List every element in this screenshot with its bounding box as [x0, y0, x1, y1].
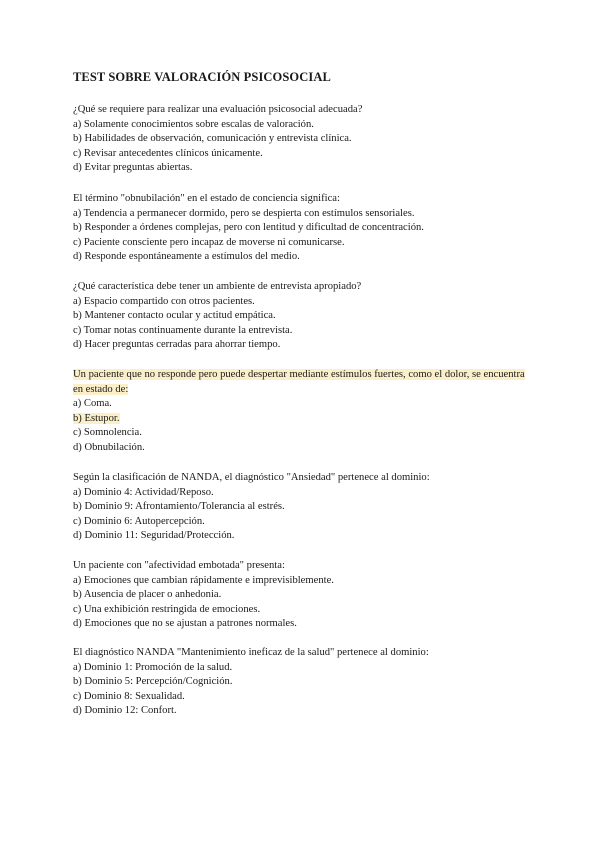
option-d: d) Evitar preguntas abiertas.: [73, 162, 193, 173]
question-5: [73, 471, 533, 544]
option-d: d) Responde espontáneamente a estímulos del medio.: [73, 251, 300, 262]
question-1: [73, 103, 533, 176]
option-d: d) Emociones que no se ajustan a patrones normales.: [73, 618, 297, 629]
option-c: c) Dominio 6: Autopercepción.: [73, 515, 205, 527]
option-b: b) Dominio 9: Afrontamiento/Tolerancia al estrés.: [73, 501, 285, 512]
question-text: ¿Qué se requiere para realizar una evaluación psicosocial adecuada?: [73, 104, 363, 115]
option-a: a) Dominio 4: Actividad/Reposo.: [73, 486, 214, 498]
question-text: El diagnóstico NANDA "Mantenimiento ineficaz de la salud" pertenece al dominio:: [73, 647, 429, 658]
option-a: a) Emociones que cambian rápidamente e imprevisiblemente.: [73, 574, 334, 586]
option-a: a) Coma.: [73, 398, 112, 409]
option-c: c) Somnolencia.: [73, 427, 142, 438]
option-a: a) Espacio compartido con otros pacientes.: [73, 295, 255, 307]
question-4: [73, 368, 533, 455]
question-7: [73, 646, 533, 719]
option-a: a) Tendencia a permanecer dormido, pero se despierta con estímulos sensoriales.: [73, 207, 415, 219]
option-d: d) Hacer preguntas cerradas para ahorrar tiempo.: [73, 339, 281, 350]
option-d: d) Obnubilación.: [73, 441, 145, 453]
option-b: b) Responder a órdenes complejas, pero con lentitud y dificultad de concentración.: [73, 222, 424, 233]
question-text-highlighted: Un paciente que no responde pero puede despertar mediante estímulos fuertes, como el dolor, se encuentra en estado de:: [73, 369, 525, 395]
document-title: TEST SOBRE VALORACIÓN PSICOSOCIAL: [73, 70, 331, 84]
question-text: Un paciente con "afectividad embotada" presenta:: [73, 560, 285, 571]
question-3: [73, 280, 533, 353]
option-b: b) Ausencia de placer o anhedonia.: [73, 589, 222, 600]
option-c: c) Paciente consciente pero incapaz de moverse ni comunicarse.: [73, 236, 345, 248]
option-d: d) Dominio 11: Seguridad/Protección.: [73, 530, 235, 541]
option-c: c) Una exhibición restringida de emociones.: [73, 603, 261, 615]
question-6: [73, 559, 533, 632]
option-c: c) Dominio 8: Sexualidad.: [73, 690, 185, 702]
option-c: c) Tomar notas continuamente durante la entrevista.: [73, 324, 293, 336]
option-b: b) Dominio 5: Percepción/Cognición.: [73, 676, 233, 687]
option-b: b) Habilidades de observación, comunicación y entrevista clínica.: [73, 133, 352, 144]
option-c: c) Revisar antecedentes clínicos únicamente.: [73, 147, 263, 159]
option-b-highlighted: b) Estupor.: [73, 412, 120, 424]
option-b: b) Mantener contacto ocular y actitud empática.: [73, 310, 276, 321]
option-a: a) Dominio 1: Promoción de la salud.: [73, 661, 233, 673]
option-d: d) Dominio 12: Confort.: [73, 705, 177, 716]
question-text: Según la clasificación de NANDA, el diagnóstico "Ansiedad" pertenece al dominio:: [73, 472, 430, 483]
question-2: [73, 192, 533, 265]
option-a: a) Solamente conocimientos sobre escalas de valoración.: [73, 118, 314, 130]
question-text: El término "obnubilación" en el estado de conciencia significa:: [73, 193, 340, 204]
question-text: ¿Qué característica debe tener un ambiente de entrevista apropiado?: [73, 281, 362, 292]
